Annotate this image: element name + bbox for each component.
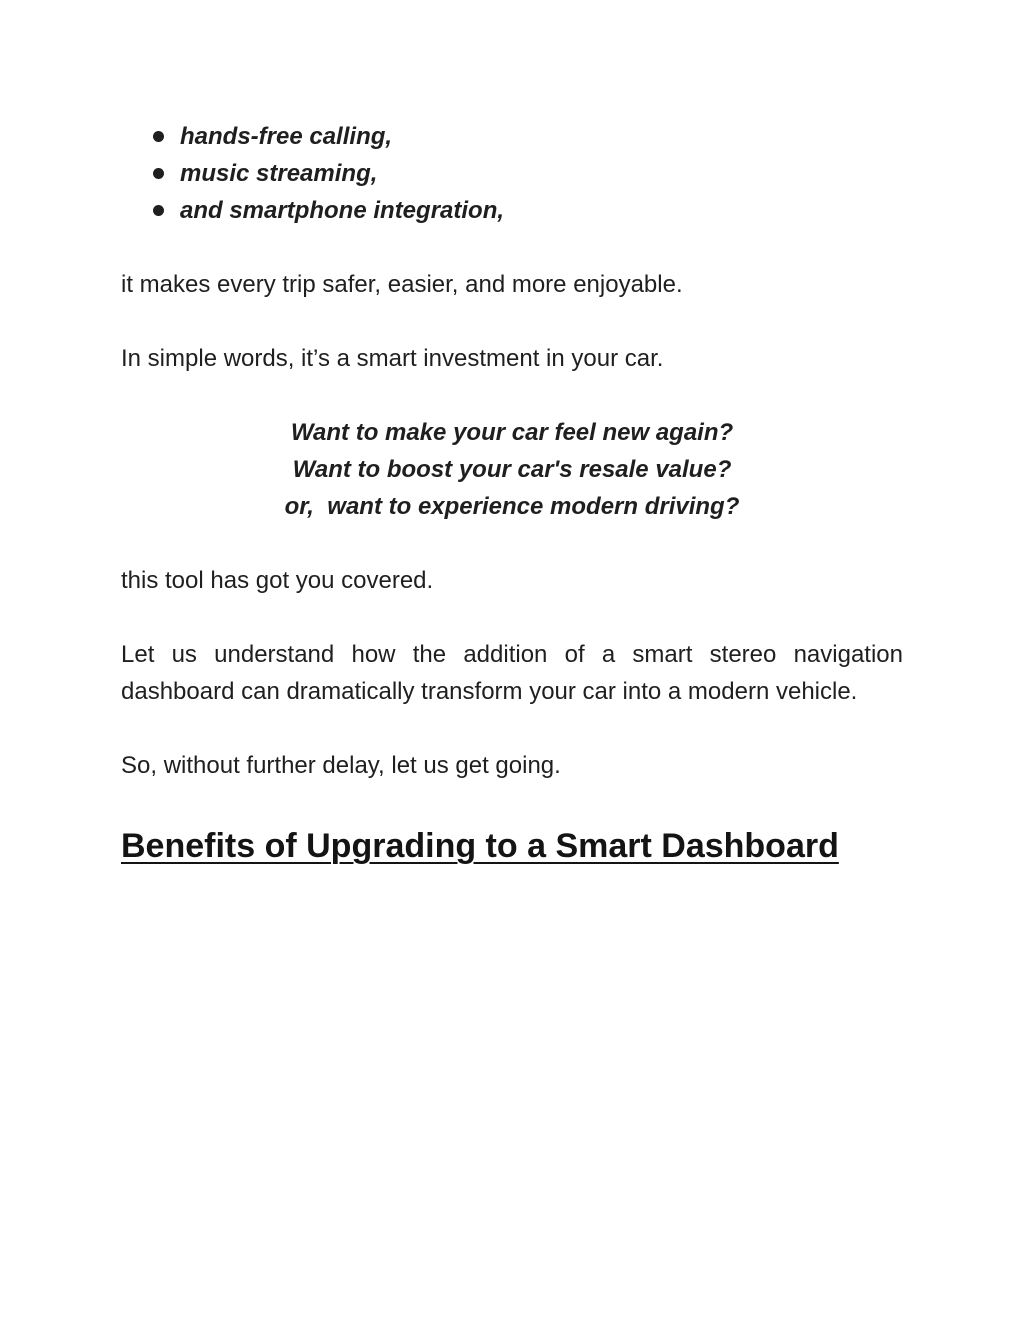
section-heading: Benefits of Upgrading to a Smart Dashboard bbox=[121, 827, 839, 865]
paragraph-covered: this tool has got you covered. bbox=[121, 567, 434, 594]
list-item bbox=[121, 118, 903, 155]
list-item bbox=[121, 192, 903, 229]
feature-list bbox=[121, 118, 903, 229]
bullet-icon bbox=[153, 131, 164, 142]
question-line: Want to make your car feel new again? bbox=[290, 419, 734, 446]
document-page bbox=[121, 118, 903, 866]
question-line: Want to boost your car's resale value? bbox=[292, 456, 732, 483]
paragraph-smart-investment: In simple words, it’s a smart investment in your car. bbox=[121, 345, 664, 372]
list-item-text: music streaming, bbox=[180, 160, 378, 187]
question-line: or, want to experience modern driving? bbox=[284, 493, 740, 520]
list-item bbox=[121, 155, 903, 192]
list-item-text: and smartphone integration, bbox=[180, 197, 505, 224]
bullet-icon bbox=[153, 168, 164, 179]
list-item-text: hands-free calling, bbox=[180, 123, 393, 150]
question-block bbox=[121, 414, 903, 525]
paragraph-safer-trip: it makes every trip safer, easier, and more enjoyable. bbox=[121, 271, 683, 298]
bullet-icon bbox=[153, 205, 164, 216]
paragraph-understand: Let us understand how the addition of a smart stereo navigation dashboard can dramatically transform your car into a modern vehicle. bbox=[121, 641, 903, 705]
paragraph-get-going: So, without further delay, let us get going. bbox=[121, 752, 561, 779]
